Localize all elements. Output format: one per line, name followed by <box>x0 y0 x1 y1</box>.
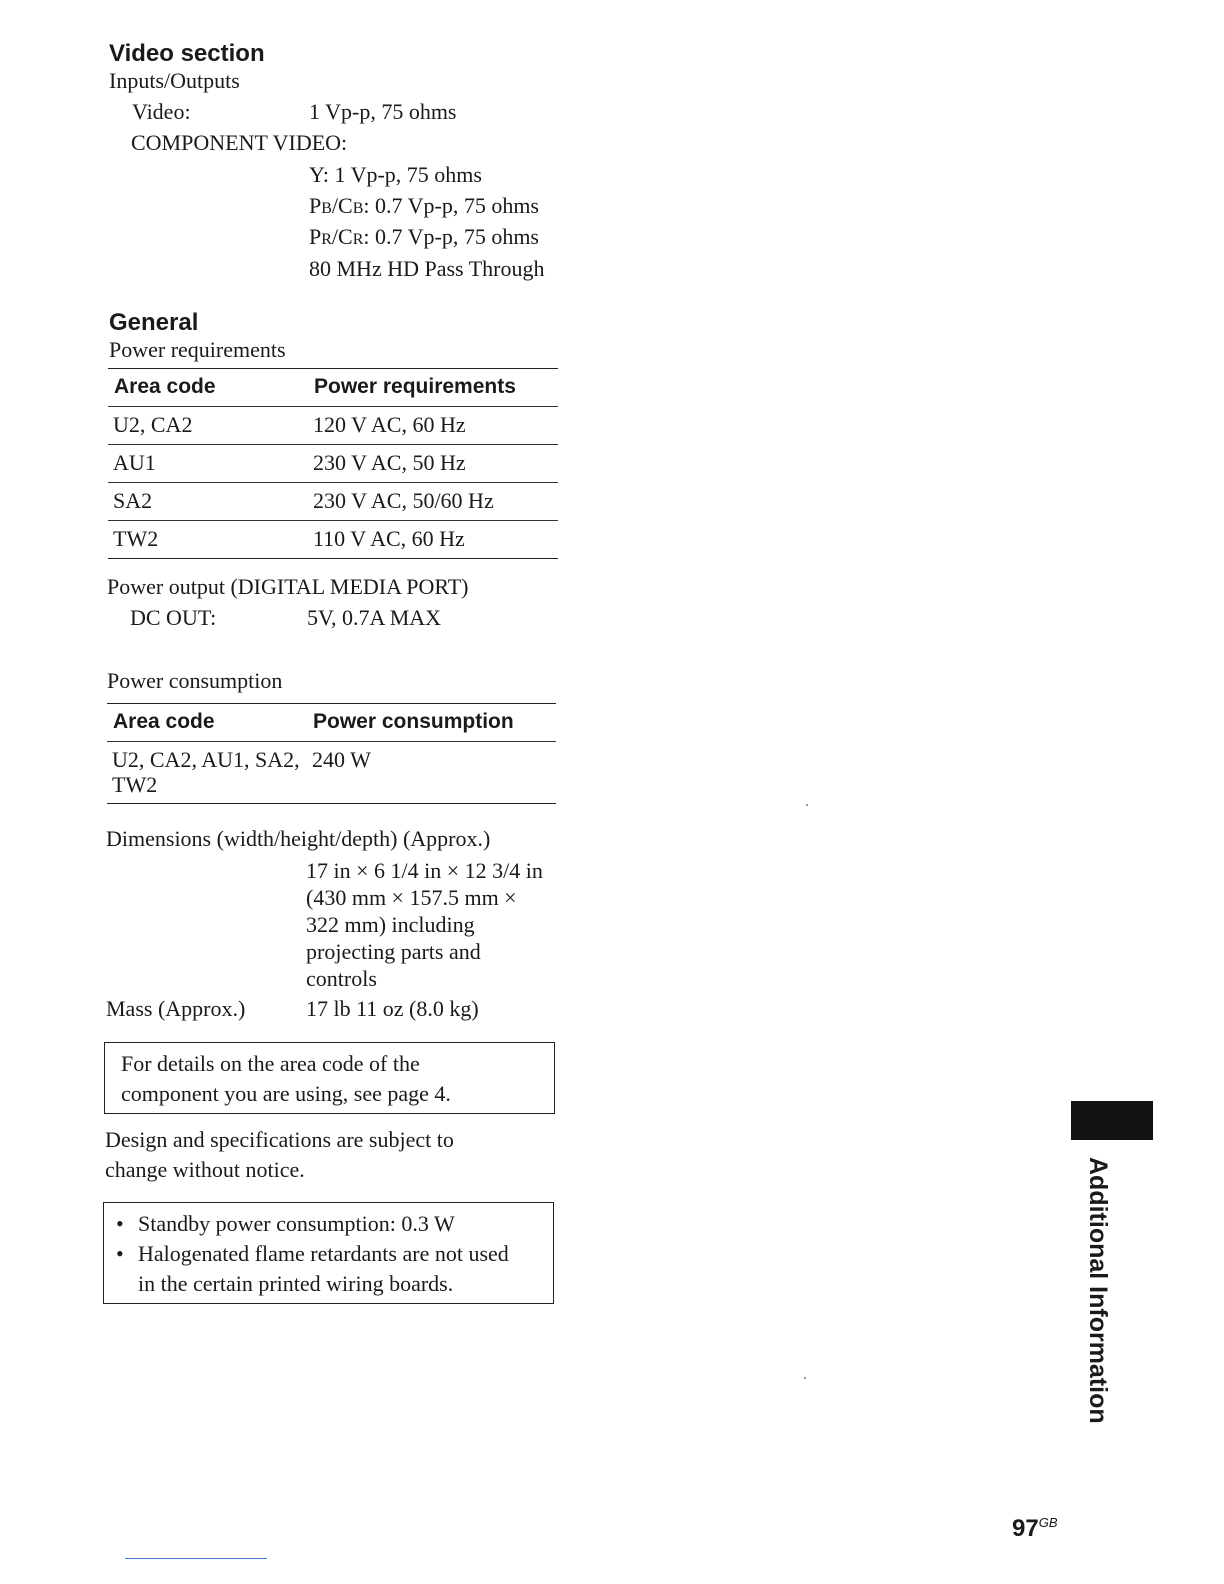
table-rule <box>108 558 558 559</box>
area-code-note-text: For details on the area code of the component you are using, see page 4. <box>121 1051 451 1106</box>
video-label: Video: <box>132 99 191 124</box>
area-code-note-box <box>104 1042 555 1114</box>
eco-note-box <box>103 1202 554 1304</box>
table-rule <box>108 368 558 369</box>
table-cell-power: 230 V AC, 50 Hz <box>313 450 466 475</box>
table-cell-area: TW2 <box>113 526 159 551</box>
table-cell-power: 120 V AC, 60 Hz <box>313 412 466 437</box>
power-consumption-label: Power consumption <box>107 668 283 693</box>
power-output-label: Power output (DIGITAL MEDIA PORT) <box>107 574 469 599</box>
table-header-power-consumption: Power consumption <box>313 710 514 733</box>
table-rule <box>107 803 556 804</box>
section-tab-marker <box>1071 1101 1153 1140</box>
table-rule <box>108 444 558 445</box>
table-header-power-requirements: Power requirements <box>314 375 516 398</box>
dc-out-value: 5V, 0.7A MAX <box>307 605 442 630</box>
component-y-value: Y: 1 Vp-p, 75 ohms <box>309 162 482 187</box>
dc-out-label: DC OUT: <box>130 605 217 630</box>
table-header-area-code: Area code <box>113 710 215 733</box>
table-cell-power: 110 V AC, 60 Hz <box>313 526 465 551</box>
dimensions-label: Dimensions (width/height/depth) (Approx.) <box>106 826 491 851</box>
component-pbcb-value: PB/CB: 0.7 Vp-p, 75 ohms <box>309 193 539 218</box>
table-cell-consumption: 240 W <box>312 747 371 772</box>
scan-speck <box>806 804 808 806</box>
table-cell-area: AU1 <box>113 450 156 475</box>
component-video-label: COMPONENT VIDEO: <box>131 130 348 155</box>
list-item: • Halogenated flame retardants are not used <box>116 1241 509 1266</box>
section-tab-label: Additional Information <box>1084 1157 1112 1424</box>
list-item-continuation: in the certain printed wiring boards. <box>138 1271 454 1296</box>
scan-speck <box>804 1377 806 1379</box>
list-item: • Standby power consumption: 0.3 W <box>116 1211 455 1236</box>
table-rule <box>108 482 558 483</box>
table-cell-area: U2, CA2, AU1, SA2, TW2 <box>112 747 300 797</box>
eco-bullet-list <box>116 1209 509 1299</box>
power-requirements-label: Power requirements <box>109 337 286 362</box>
mass-label: Mass (Approx.) <box>106 996 246 1021</box>
page-number: $97^{GB}$ <box>1012 1515 1058 1542</box>
video-value: 1 Vp-p, 75 ohms <box>309 99 457 124</box>
table-rule <box>108 406 558 407</box>
table-rule <box>108 520 558 521</box>
table-rule <box>107 703 556 704</box>
table-cell-area: U2, CA2 <box>113 412 193 437</box>
design-notice: Design and specifications are subject to change without notice. <box>105 1127 454 1182</box>
table-header-area-code: Area code <box>114 375 216 398</box>
dimensions-value: 17 in × 6 1/4 in × 12 3/4 in (430 mm × 157.5 mm × 322 mm) including projecting parts and controls <box>306 858 543 991</box>
table-cell-area: SA2 <box>113 488 153 513</box>
video-section-heading: Video section <box>109 40 265 67</box>
component-prcr-value: PR/CR: 0.7 Vp-p, 75 ohms <box>309 224 539 249</box>
inputs-outputs-label: Inputs/Outputs <box>109 68 240 93</box>
table-cell-power: 230 V AC, 50/60 Hz <box>313 488 494 513</box>
general-heading: General <box>109 309 199 336</box>
hd-pass-through: 80 MHz HD Pass Through <box>309 256 545 281</box>
table-rule <box>107 741 556 742</box>
mass-value: 17 lb 11 oz (8.0 kg) <box>306 996 479 1021</box>
footer-rule <box>125 1558 267 1559</box>
